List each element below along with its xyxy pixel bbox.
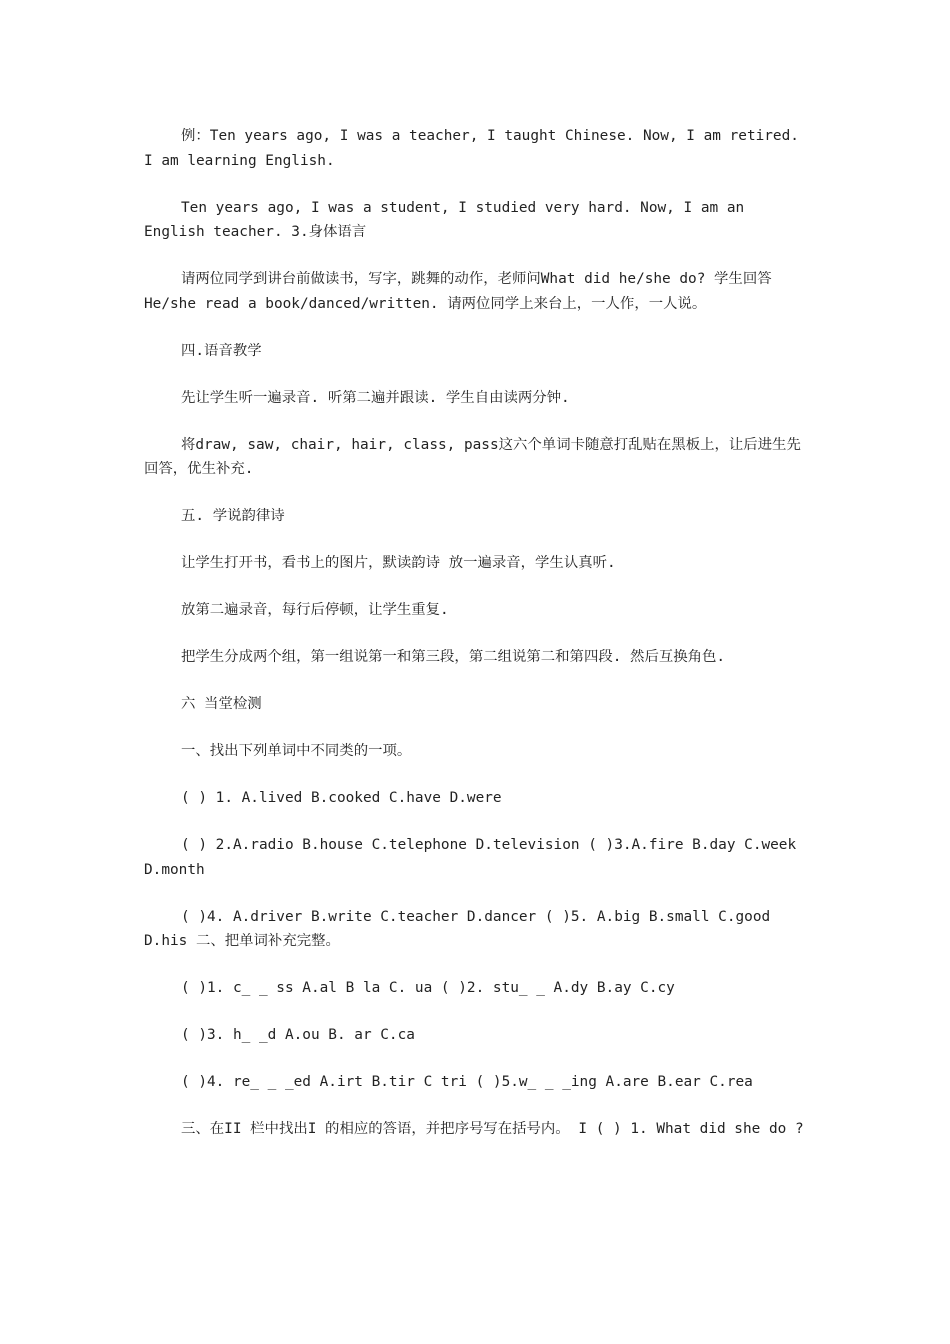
example-paragraph: 例：Ten years ago, I was a teacher, I taught Chinese. Now, I am retired. I am learning English. [144,128,808,169]
rhyme-paragraph-2: 放第二遍录音，每行后停顿，让学生重复. [181,602,449,618]
exercise-item: ( )3. h_ _d A.ou B. ar C.ca [181,1027,415,1043]
example-paragraph-2: Ten years ago, I was a student, I studied very hard. Now, I am an English teacher. 3.身体语言 [144,199,753,240]
exercise-item: ( ) 2.A.radio B.house C.telephone D.television ( )3.A.fire B.day C.week D.month [144,837,805,878]
section-heading-test: 六 当堂检测 [181,696,262,712]
body-language-paragraph: 请两位同学到讲台前做读书，写字，跳舞的动作，老师问What did he/she do? 学生回答He/she read a book/danced/written. 请两位同学上来台上，一人作，一人说。 [144,271,772,312]
exercise-heading-3: 三、在II 栏中找出I 的相应的答语，并把序号写在括号内。 I ( ) 1. What did she do ? [181,1121,804,1137]
section-heading-rhyme: 五. 学说韵律诗 [181,508,285,524]
exercise-item: ( )4. A.driver B.write C.teacher D.dancer ( )5. A.big B.small C.good D.his 二、把单词补充完整。 [144,908,779,949]
exercise-heading-1: 一、找出下列单词中不同类的一项。 [181,743,412,759]
rhyme-paragraph-3: 把学生分成两个组，第一组说第一和第三段，第二组说第二和第四段. 然后互换角色. [181,649,726,665]
phonics-paragraph-1: 先让学生听一遍录音. 听第二遍并跟读. 学生自由读两分钟. [181,389,570,406]
section-heading-phonics: 四.语音教学 [181,342,262,359]
rhyme-paragraph-1: 让学生打开书，看书上的图片，默读韵诗 放一遍录音，学生认真听. [181,555,616,571]
exercise-item: ( ) 1. A.lived B.cooked C.have D.were [181,790,502,806]
document-page [144,124,810,1164]
phonics-paragraph-2: 将draw, saw, chair, hair, class, pass这六个单词卡随意打乱贴在黑板上，让后进生先回答，优生补充. [144,436,801,477]
exercise-item: ( )4. re_ _ _ed A.irt B.tir C tri ( )5.w_ _ _ing A.are B.ear C.rea [181,1074,753,1090]
exercise-item: ( )1. c_ _ ss A.al B la C. ua ( )2. stu_ _ A.dy B.ay C.cy [181,980,675,996]
